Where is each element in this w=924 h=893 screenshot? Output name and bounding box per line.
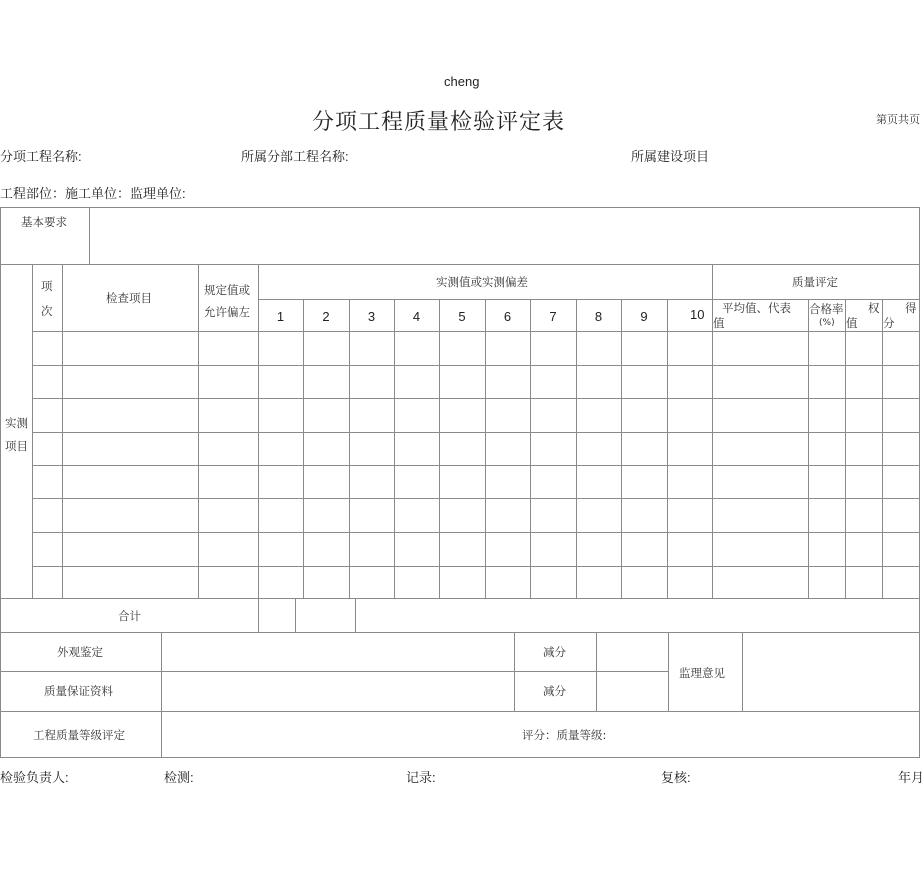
measure-col-number: 6 (503, 308, 512, 324)
basic-requirement-label: 基本要求 (21, 215, 67, 229)
total-label: 合计 (118, 609, 141, 623)
measure-col-number: 8 (594, 308, 603, 324)
measured-side-label-1: 实测 (5, 416, 28, 430)
page-info: 第页共页 (876, 113, 920, 126)
score-header-1: 得 (905, 301, 917, 315)
header-note: cheng (444, 74, 480, 89)
spec-header-2: 允许偏左 (204, 305, 250, 319)
seq-header-1: 项 (41, 279, 53, 293)
item-name-label: 分项工程名称: (0, 149, 82, 164)
record-label: 记录: (406, 770, 436, 785)
grade-eval-label: 工程质量等级评定 (33, 728, 125, 742)
seq-header-2: 次 (41, 304, 53, 318)
measure-col-number: 3 (367, 308, 376, 324)
appearance-label: 外观鉴定 (57, 645, 103, 659)
measure-col-number: 4 (412, 308, 421, 324)
weight-header-2: 值 (846, 316, 858, 330)
quality-docs-label: 质量保证资料 (44, 684, 113, 698)
measure-col-number: 7 (549, 308, 557, 324)
quality-eval-header: 质量评定 (792, 275, 838, 289)
avg-header-1: 平均值、代表 (722, 301, 791, 315)
spec-header-1: 规定值或 (204, 283, 250, 297)
measure-col-number: 9 (640, 308, 648, 324)
date-label: 年月 (898, 770, 924, 785)
supervision-label: 监理意见 (679, 666, 725, 680)
score-grade-label: 评分：质量等级: (522, 728, 607, 742)
measure-col-number: 1 (276, 308, 285, 324)
score-header-2: 分 (883, 316, 895, 330)
project-name-label: 所属建设项目 (631, 149, 710, 164)
measured-side-label-2: 项目 (5, 439, 28, 453)
review-label: 复核: (661, 770, 691, 785)
avg-header-2: 值 (713, 316, 725, 330)
deduct-label-1: 减分 (543, 645, 566, 659)
check-item-header: 检查项目 (106, 291, 152, 305)
testing-label: 检测: (164, 770, 194, 785)
measure-col-number: 10 (690, 307, 705, 322)
weight-header-1: 权 (868, 301, 880, 315)
measure-col-number: 2 (322, 308, 330, 324)
measure-col-number: 5 (458, 308, 466, 324)
measured-values-header: 实测值或实测偏差 (436, 275, 528, 289)
parent-name-label: 所属分部工程名称: (241, 149, 349, 164)
location-unit-label: 工程部位：施工单位：监理单位: (0, 186, 186, 201)
pass-rate-header-1: 合格率 (809, 302, 844, 316)
page-title: 分项工程质量检验评定表 (312, 110, 566, 135)
inspector-label: 检验负责人: (0, 770, 69, 785)
deduct-label-2: 减分 (543, 684, 566, 698)
pass-rate-header-2: (%) (819, 318, 835, 328)
